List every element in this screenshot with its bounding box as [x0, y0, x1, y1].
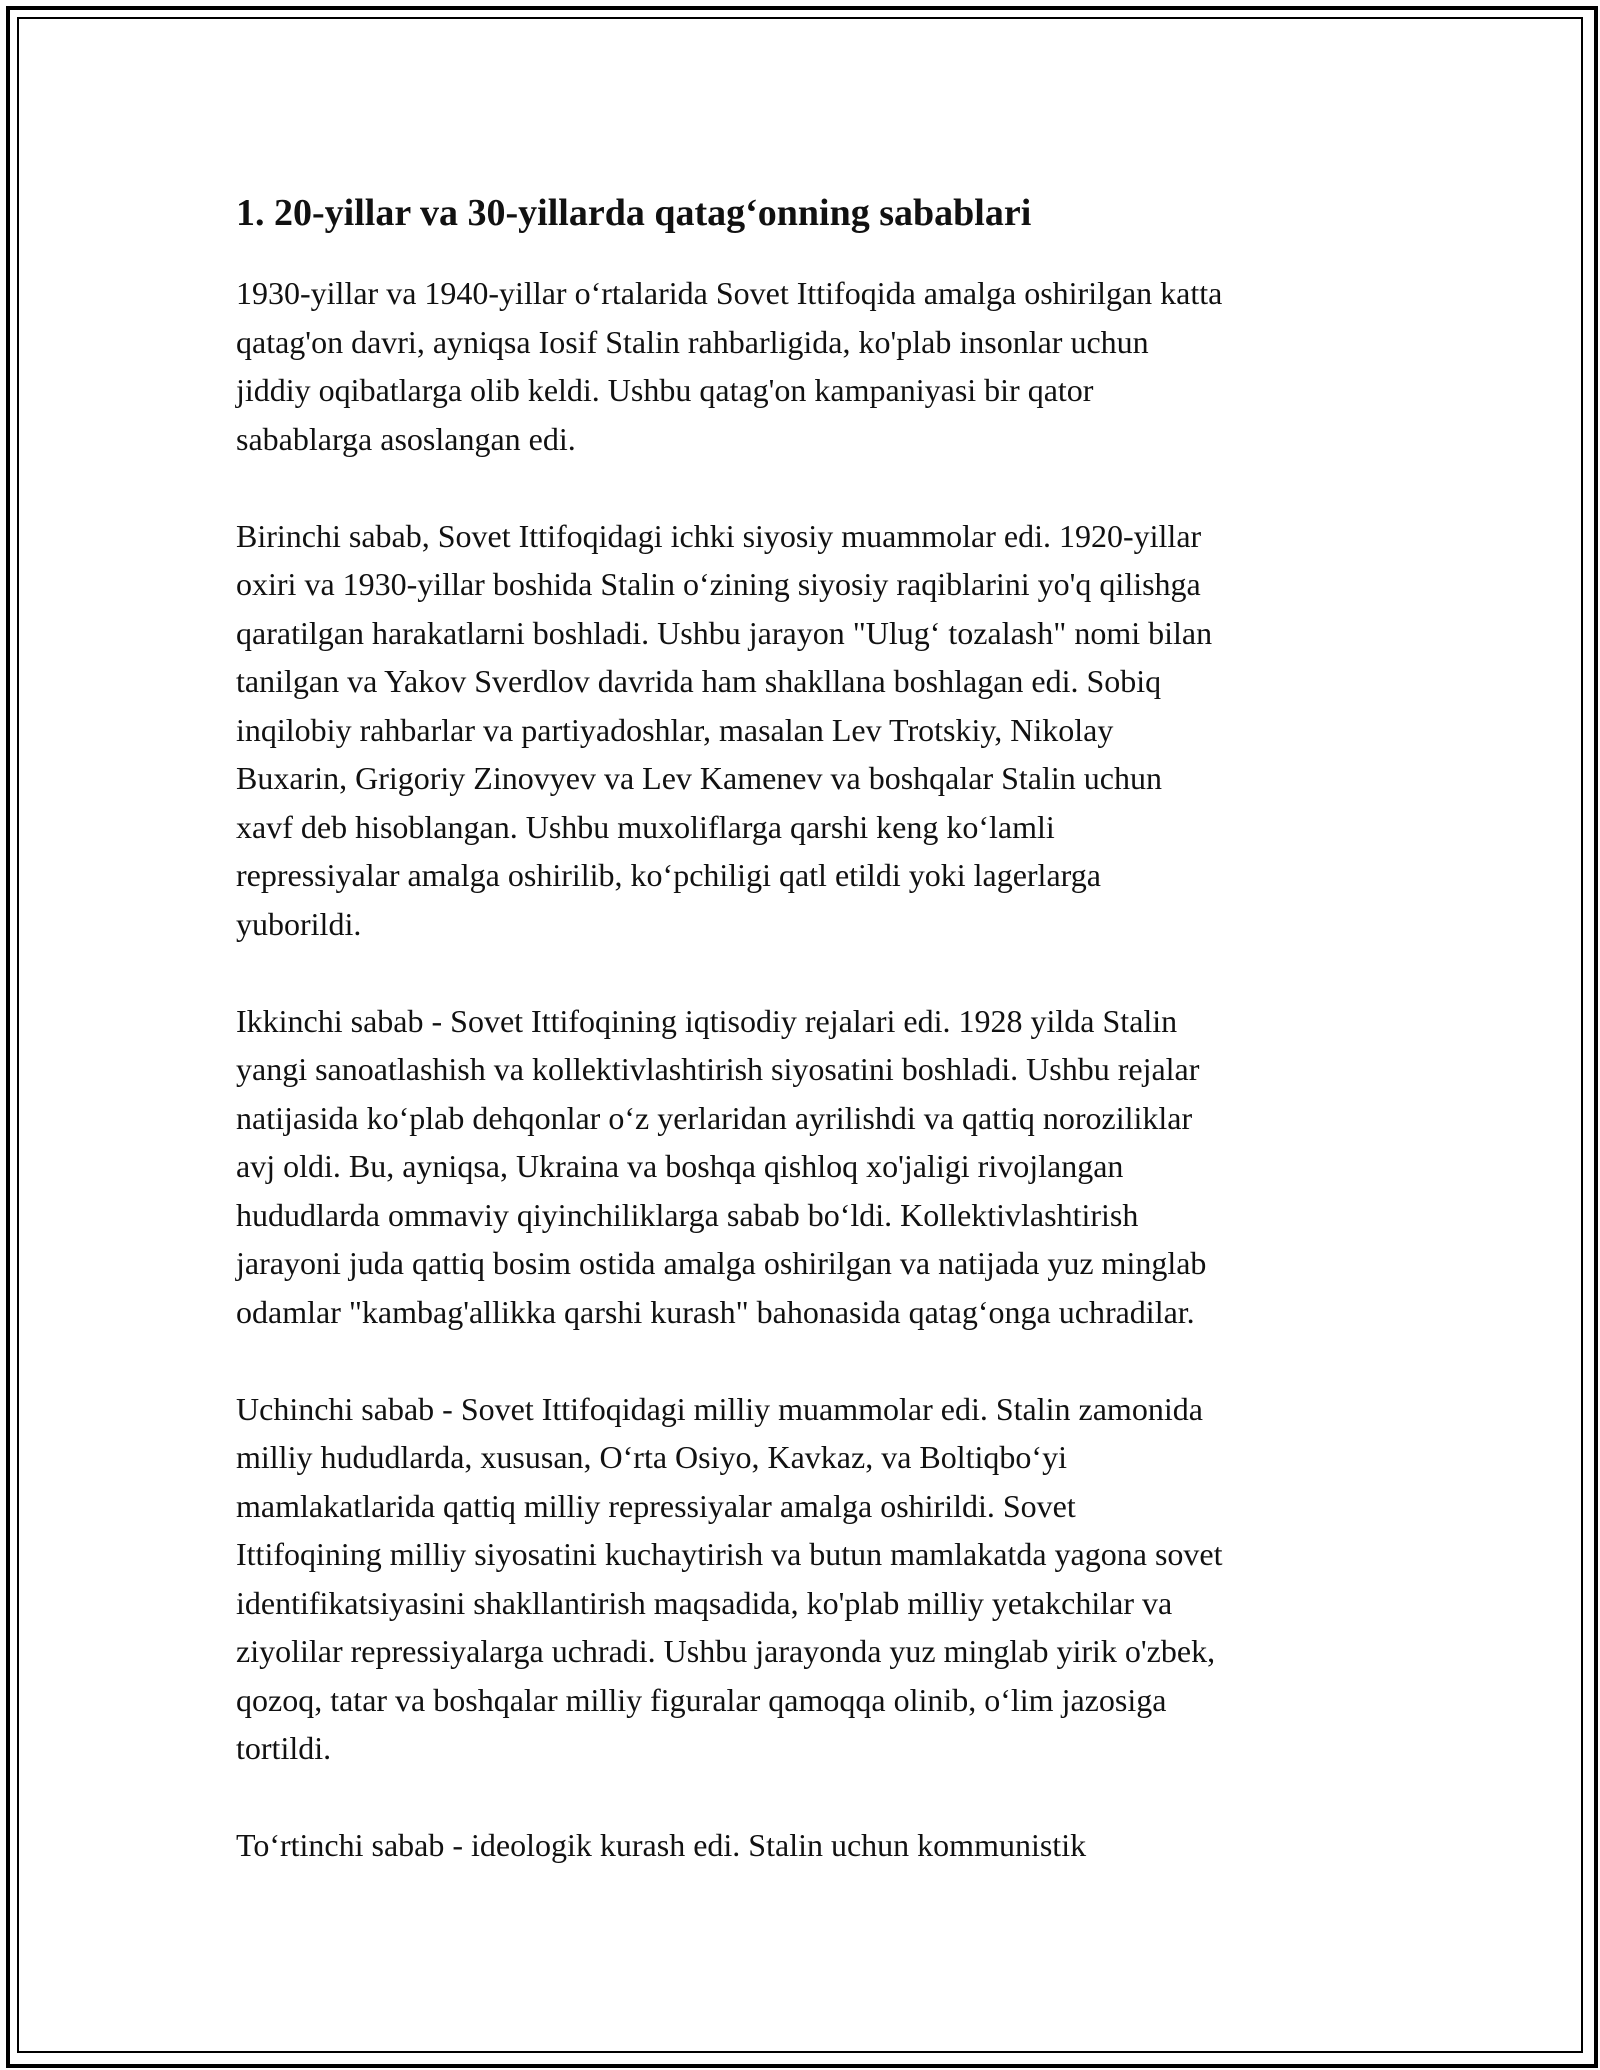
text-line: odamlar "kambag'allikka qarshi kurash" bahonasida qatag‘onga uchradilar.	[236, 1293, 1195, 1330]
text-line: 1930-yillar va 1940-yillar o‘rtalarida Sovet Ittifoqida amalga oshirilgan katta	[236, 275, 1223, 311]
text-line: tortildi.	[236, 1730, 332, 1766]
text-line: Buxarin, Grigoriy Zinovyev va Lev Kamenev va boshqalar Stalin uchun	[236, 760, 1162, 796]
text-line: mamlakatlarida qattiq milliy repressiyalar amalga oshirildi. Sovet	[236, 1487, 1076, 1524]
text-line: sabablarga asoslangan edi.	[236, 420, 576, 457]
text-line: oxiri va 1930-yillar boshida Stalin o‘zining siyosiy raqiblarini yo'q qilishga	[236, 566, 1201, 602]
text-line: Birinchi sabab, Sovet Ittifoqidagi ichki siyosiy muammolar edi. 1920-yillar	[236, 517, 1202, 554]
text-line: natijasida ko‘plab dehqonlar o‘z yerlaridan ayrilishdi va qattiq noroziliklar	[236, 1099, 1193, 1136]
document-body	[236, 183, 1386, 1918]
text-line: To‘rtinchi sabab - ideologik kurash edi. Stalin uchun kommunistik	[236, 1827, 1087, 1863]
text-line: Ittifoqining milliy siyosatini kuchaytirish va butun mamlakatda yagona sovet	[236, 1536, 1223, 1572]
text-line: tanilgan va Yakov Sverdlov davrida ham shakllana boshlagan edi. Sobiq	[236, 663, 1162, 699]
paragraph-first-reason	[236, 512, 1386, 949]
text-line: qozoq, tatar va boshqalar milliy figuralar qamoqqa olinib, o‘lim jazosiga	[236, 1681, 1167, 1718]
text-line: yangi sanoatlashish va kollektivlashtirish siyosatini boshladi. Ushbu rejalar	[236, 1051, 1200, 1087]
section-heading: 1. 20-yillar va 30-yillarda qatag‘onning sabablari	[236, 192, 1032, 234]
text-line: xavf deb hisoblangan. Ushbu muxoliflarga qarshi keng ko‘lamli	[236, 808, 1055, 845]
text-line: qatag'on davri, ayniqsa Iosif Stalin rahbarligida, ko'plab insonlar uchun	[236, 323, 1149, 360]
text-line: Ikkinchi sabab - Sovet Ittifoqining iqtisodiy rejalari edi. 1928 yilda Stalin	[236, 1002, 1178, 1039]
text-line: identifikatsiyasini shakllantirish maqsadida, ko'plab milliy yetakchilar va	[236, 1584, 1173, 1621]
text-line: jiddiy oqibatlarga olib keldi. Ushbu qatag'on kampaniyasi bir qator	[236, 372, 1094, 408]
text-line: qaratilgan harakatlarni boshladi. Ushbu jarayon "Ulug‘ tozalash" nomi bilan	[236, 614, 1213, 651]
text-line: inqilobiy rahbarlar va partiyadoshlar, masalan Lev Trotskiy, Nikolay	[236, 711, 1114, 748]
paragraph-intro	[236, 269, 1386, 463]
paragraph-third-reason	[236, 1385, 1386, 1773]
text-line: ziyolilar repressiyalarga uchradi. Ushbu jarayonda yuz minglab yirik o'zbek,	[236, 1633, 1216, 1669]
text-line: Uchinchi sabab - Sovet Ittifoqidagi milliy muammolar edi. Stalin zamonida	[236, 1390, 1203, 1427]
text-line: yuborildi.	[236, 905, 362, 942]
text-line: avj oldi. Bu, ayniqsa, Ukraina va boshqa qishloq xo'jaligi rivojlangan	[236, 1148, 1124, 1184]
text-line: jarayoni juda qattiq bosim ostida amalga oshirilgan va natijada yuz minglab	[236, 1245, 1207, 1281]
text-line: repressiyalar amalga oshirilib, ko‘pchiligi qatl etildi yoki lagerlarga	[236, 857, 1101, 893]
paragraph-second-reason	[236, 997, 1386, 1337]
text-line: milliy hududlarda, xususan, O‘rta Osiyo, Kavkaz, va Boltiqbo‘yi	[236, 1439, 1067, 1475]
text-line: hududlarda ommaviy qiyinchiliklarga sabab bo‘ldi. Kollektivlashtirish	[236, 1196, 1139, 1233]
paragraph-fourth-reason	[236, 1821, 1386, 1870]
